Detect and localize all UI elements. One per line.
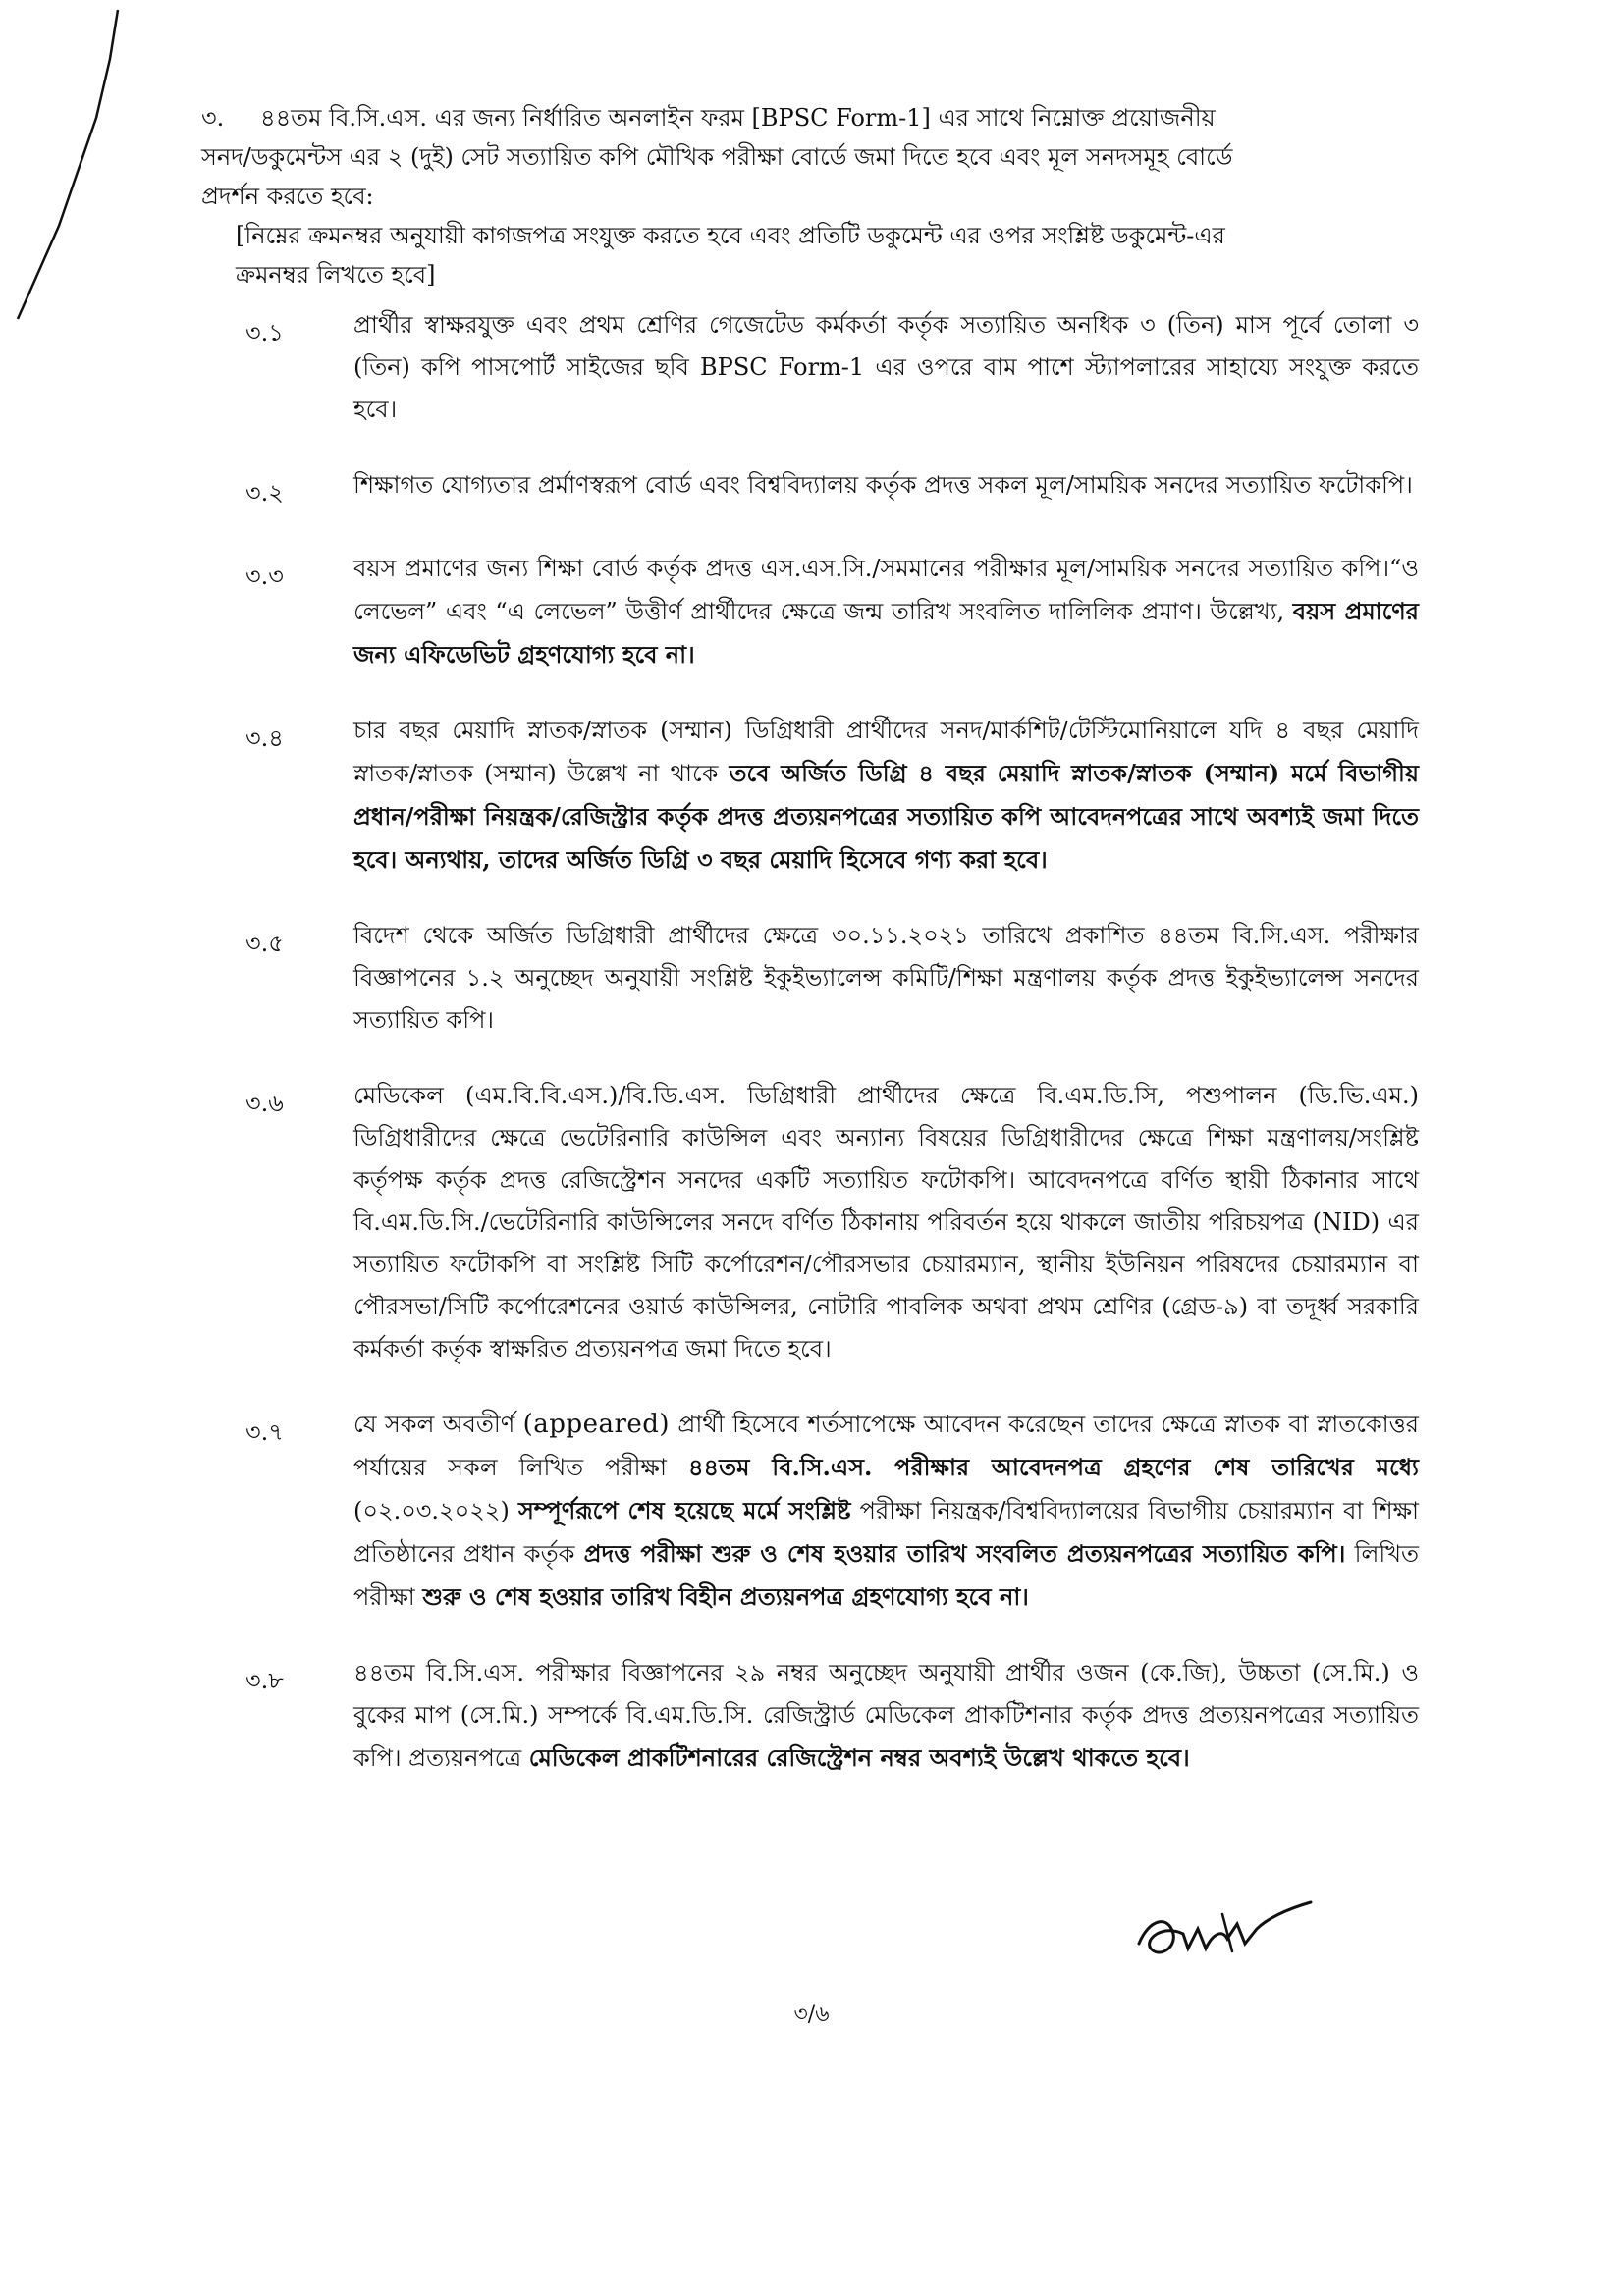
item-text-plain: যে সকল অবতীর্ণ bbox=[353, 1411, 515, 1438]
intro-text-1: ৪৪তম বি.সি.এস. এর জন্য নির্ধারিত অনলাইন ফরম [BPSC Form-1] এর সাথে নিম্নোক্ত প্রয়োজনীয় bbox=[260, 104, 1216, 132]
intro-note-1: [নিম্নের ক্রমনম্বর অনুযায়ী কাগজপত্র সংযুক্ত করতে হবে এবং প্রতিটি ডকুমেন্ট এর ওপর সংশ্লিষ্ট ডকুমেন্ট-এর bbox=[236, 222, 1225, 249]
requirements-list bbox=[245, 304, 1419, 1813]
item-text-plain: ৪৪তম বি.সি.এস. পরীক্ষার বিজ্ঞাপনের ২৯ নম্বর অনুচ্ছেদ অনুযায়ী প্রার্থীর ওজন (কে.জি), উচ্চতা (সে.মি.) ও বুকের মাপ (সে.মি.) সম্পর্কে বি.এম.ডি.সি. রেজিস্ট্রার্ড মেডিকেল প্রাকটিশনার কর্তৃক প্রদত্ত প্রত্যয়নপত্রের সত্যায়িত কপি। প্রত্যয়নপত্রে bbox=[353, 1659, 1419, 1772]
list-item-3-4 bbox=[245, 710, 1419, 881]
item-text-bold: তবে অর্জিত ডিগ্রি ৪ বছর মেয়াদি স্নাতক/স্নাতক (সম্মান) মর্মে বিভাগীয় প্রধান/পরীক্ষা নিয়ন্ত্রক/রেজিস্ট্রার কর্তৃক প্রদত্ত প্রত্যয়নপত্রের সত্যায়িত কপি আবেদনপত্রের সাথে অবশ্যই জমা দিতে হবে। অন্যথায়, তাদের অর্জিত ডিগ্রি ৩ বছর মেয়াদি হিসেবে গণ্য করা হবে। bbox=[353, 759, 1419, 874]
item-text: শিক্ষাগত যোগ্যতার প্রর্মাণস্বরূপ বোর্ড এবং বিশ্ববিদ্যালয় কর্তৃক প্রদত্ত সকল মূল/সাময়িক সনদের সত্যায়িত ফটোকপি। bbox=[353, 471, 1413, 499]
intro-line-2: সনদ/ডকুমেন্টস এর ২ (দুই) সেট সত্যায়িত কপি মৌখিক পরীক্ষা বোর্ডে জমা দিতে হবে এবং মূল সনদসমূহ বোর্ডে bbox=[201, 143, 1233, 171]
list-item-3-7 bbox=[245, 1404, 1419, 1619]
list-item-3-8 bbox=[245, 1652, 1419, 1780]
item-text: বিদেশ থেকে অর্জিত ডিগ্রিধারী প্রার্থীদের ক্ষেত্রে ৩০.১১.২০২১ তারিখে প্রকাশিত ৪৪তম বি.সি.এস. পরীক্ষার বিজ্ঞাপনের ১.২ অনুচ্ছেদ অনুযায়ী সংশ্লিষ্ট ইকুইভ্যালেন্স কমিটি/শিক্ষা মন্ত্রণালয় কর্তৃক প্রদত্ত ইকুইভ্যালেন্স সনদের সত্যায়িত কপি। bbox=[353, 922, 1419, 1034]
item-number: ৩.৬ bbox=[245, 1090, 284, 1117]
item-text-bold: বয়স প্রমাণের জন্য এফিডেভিট গ্রহণযোগ্য হবে না। bbox=[353, 597, 1420, 668]
section-number: ৩. bbox=[201, 104, 225, 132]
item-text-plain: প্রার্থী হিসেবে শর্তসাপেক্ষে আবেদন করেছেন তাদের ক্ষেত্রে স্নাতক বা স্নাতকোত্তর পর্যায়ের সকল লিখিত পরীক্ষা bbox=[353, 1411, 1419, 1481]
deadline-date: (০২.০৩.২০২২) bbox=[353, 1497, 510, 1524]
item-text bbox=[353, 548, 1419, 676]
item-number: ৩.৩ bbox=[245, 562, 284, 590]
item-text: প্রার্থীর স্বাক্ষরযুক্ত এবং প্রথম শ্রেণির গেজেটেড কর্মকর্তা কর্তৃক সত্যায়িত অনধিক ৩ (তিন) মাস পূর্বে তোলা ৩ (তিন) কপি পাসপোর্ট সাইজের ছবি BPSC Form-1 এর ওপরে বাম পাশে স্ট্যাপলারের সাহায্যে সংযুক্ত করতে হবে। bbox=[353, 311, 1419, 423]
item-text-bold: প্রদত্ত পরীক্ষা শুরু ও শেষ হওয়ার তারিখ সংবলিত প্রত্যয়নপত্রের সত্যায়িত কপি। bbox=[583, 1539, 1346, 1568]
item-text-bold: শুরু ও শেষ হওয়ার তারিখ বিহীন প্রত্যয়নপত্র গ্রহণযোগ্য হবে না। bbox=[422, 1582, 1029, 1611]
item-text bbox=[353, 710, 1419, 881]
list-item-3-3 bbox=[245, 548, 1419, 676]
page-number: ৩/৬ bbox=[793, 2002, 830, 2027]
item-text-bold: সম্পূর্ণরূপে শেষ হয়েছে মর্মে সংশ্লিষ্ট bbox=[518, 1496, 851, 1524]
intro-note-2: ক্রমনম্বর লিখতে হবে] bbox=[236, 261, 436, 289]
item-number: ৩.৮ bbox=[245, 1667, 284, 1694]
intro-section bbox=[201, 98, 1419, 294]
item-text bbox=[353, 1404, 1419, 1619]
item-text-bold: ৪৪তম বি.সি.এস. পরীক্ষার আবেদনপত্র গ্রহণের শেষ তারিখের মধ্যে bbox=[687, 1453, 1419, 1481]
item-text-plain: লিখিত পরীক্ষা bbox=[353, 1540, 1419, 1611]
appeared-term: (appeared) bbox=[522, 1410, 671, 1439]
margin-line bbox=[0, 0, 196, 334]
item-text-plain: বয়স প্রমাণের জন্য শিক্ষা বোর্ড কর্তৃক প্রদত্ত এস.এস.সি./সমমানের পরীক্ষার মূল/সাময়িক সনদের সত্যায়িত কপি।“ও লেভেল” এবং “এ লেভেল” উত্তীর্ণ প্রার্থীদের ক্ষেত্রে জন্ম তারিখ সংবলিত দালিলিক প্রমাণ। উল্লেখ্য, bbox=[353, 555, 1419, 625]
intro-line-1 bbox=[201, 98, 1419, 137]
item-number: ৩.২ bbox=[245, 479, 284, 507]
item-number: ৩.৭ bbox=[245, 1418, 284, 1446]
list-item-3-5 bbox=[245, 915, 1419, 1041]
intro-line-3: প্রদর্শন করতে হবে: bbox=[201, 183, 374, 210]
item-text bbox=[353, 1652, 1419, 1780]
item-number: ৩.৫ bbox=[245, 930, 284, 957]
signature bbox=[1129, 1895, 1325, 1973]
item-text-bold: মেডিকেল প্রাকটিশনারের রেজিস্ট্রেশন নম্বর অবশ্যই উল্লেখ থাকতে হবে। bbox=[528, 1743, 1190, 1772]
list-item-3-6 bbox=[245, 1075, 1419, 1370]
item-text-plain: পরীক্ষা নিয়ন্ত্রক/বিশ্ববিদ্যালয়ের বিভাগীয় চেয়ারম্যান বা শিক্ষা প্রতিষ্ঠানের প্রধান কর্তৃক bbox=[353, 1497, 1419, 1568]
list-item-3-1 bbox=[245, 304, 1419, 431]
item-text: মেডিকেল (এম.বি.বি.এস.)/বি.ডি.এস. ডিগ্রিধারী প্রার্থীদের ক্ষেত্রে বি.এম.ডি.সি, পশুপালন (ডি.ভি.এম.) ডিগ্রিধারীদের ক্ষেত্রে ভেটেরিনারি কাউন্সিল এবং অন্যান্য বিষয়ের ডিগ্রিধারীদের ক্ষেত্রে শিক্ষা মন্ত্রণালয়/সংশ্লিষ্ট কর্তৃপক্ষ কর্তৃক প্রদত্ত রেজিস্ট্রেশন সনদের একটি সত্যায়িত ফটোকপি। আবেদনপত্রে বর্ণিত স্থায়ী ঠিকানার সাথে বি.এম.ডি.সি./ভেটেরিনারি কাউন্সিলের সনদে বর্ণিত ঠিকানায় পরিবর্তন হয়ে থাকলে জাতীয় পরিচয়পত্র (NID) এর সত্যায়িত ফটোকপি বা সংশ্লিষ্ট সিটি কর্পোরেশন/পৌরসভার চেয়ারম্যান, স্থানীয় ইউনিয়ন পরিষদের চেয়ারম্যান বা পৌরসভা/সিটি কর্পোরেশনের ওয়ার্ড কাউন্সিলর, নোটারি পাবলিক অথবা প্রথম শ্রেণির (গ্রেড-৯) বা তদূর্ধ্ব সরকারি কর্মকর্তা কর্তৃক স্বাক্ষরিত প্রত্যয়নপত্র জমা দিতে হবে। bbox=[353, 1082, 1419, 1362]
item-number: ৩.৪ bbox=[245, 724, 284, 752]
list-item-3-2 bbox=[245, 464, 1419, 514]
item-text-plain: চার বছর মেয়াদি স্নাতক/স্নাতক (সম্মান) ডিগ্রিধারী প্রার্থীদের সনদ/মার্কশিট/টেস্টিমোনিয়ালে যদি ৪ বছর মেয়াদি স্নাতক/স্নাতক (সম্মান) উল্লেখ না থাকে bbox=[353, 717, 1419, 787]
item-number: ৩.১ bbox=[245, 319, 284, 347]
